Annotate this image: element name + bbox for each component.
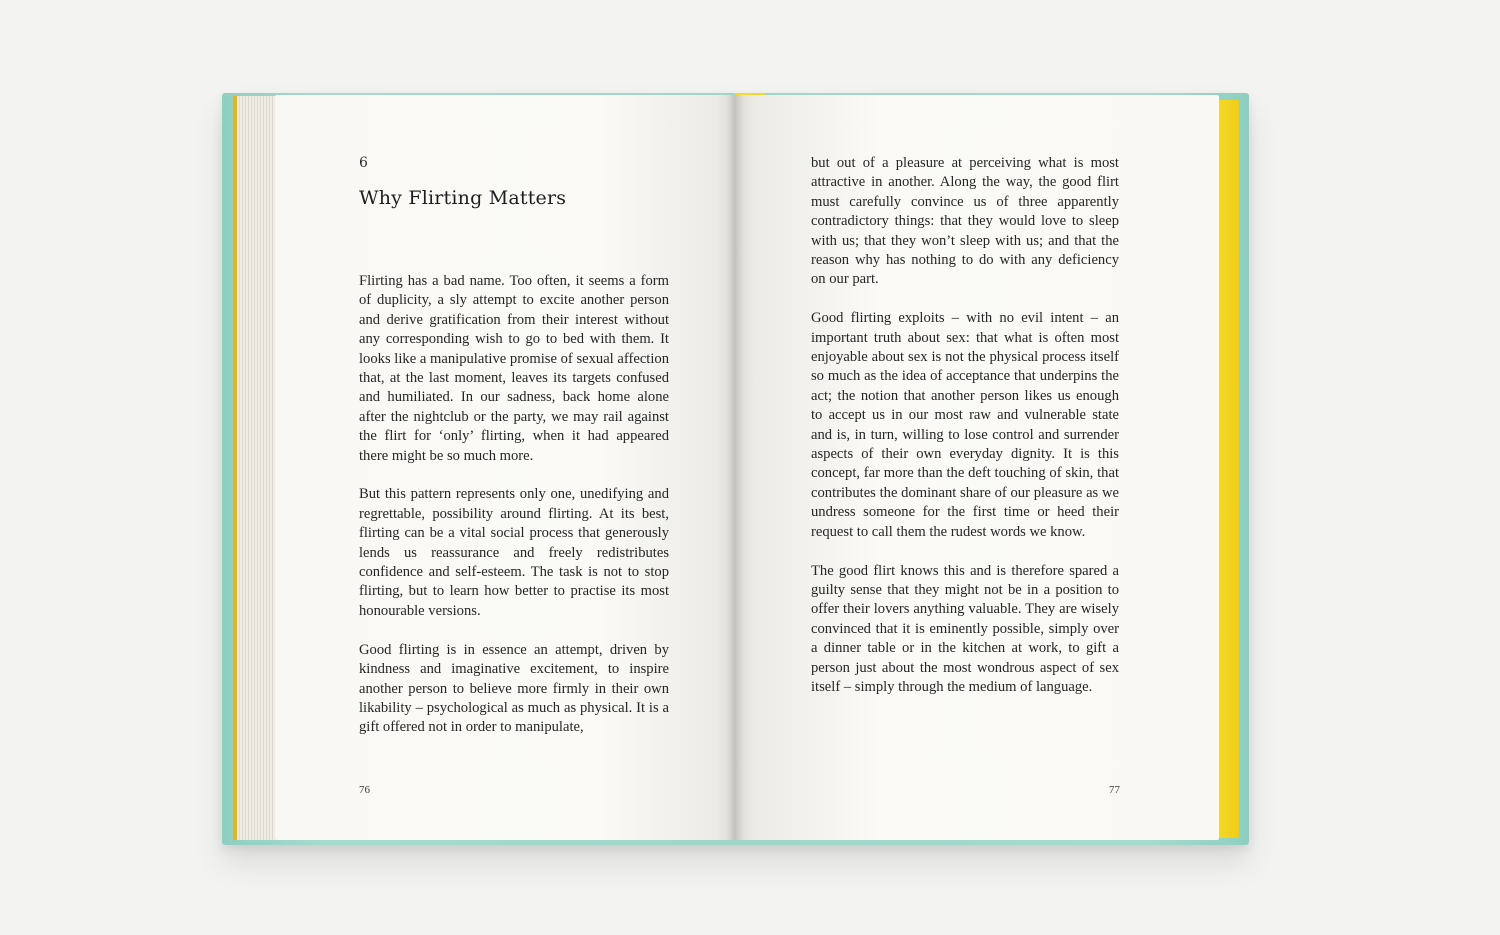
paragraph: The good flirt knows this and is therefore spared a guilty sense that they might not be in a position to offer their lovers anything valuable. They are wisely convinced that it is eminently possible, simply over a dinner table or in the kitchen at work, to gift a person just about the most wondrous aspect of sex itself – simply through the medium of language. (811, 562, 1119, 695)
paragraph: But this pattern represents only one, unedifying and regrettable, possibility around flirting. At its best, flirting can be a vital social process that generously lends us reassurance and freely redistributes confidence and self-esteem. The task is not to stop flirting, but to learn how better to practise its most honourable versions. (359, 486, 669, 619)
page-number-left: 76 (359, 784, 370, 796)
book-gutter (727, 95, 743, 840)
left-page-body (359, 272, 669, 757)
paragraph: but out of a pleasure at perceiving what is most attractive in another. Along the way, the good flirt must carefully convince us of three apparently contradictory things: that they would love to sleep with us; that they won’t sleep with us; and that the reason why has nothing to do with any deficiency on our part. (811, 155, 1119, 288)
page-edges-left (233, 96, 279, 840)
paragraph: Good flirting is in essence an attempt, driven by kindness and imaginative excitement, to inspire another person to believe more firmly in their own likability – psychological as much as physical. It is a gift offered not in order to manipulate, (359, 641, 669, 736)
right-page-body (811, 154, 1119, 717)
left-page (275, 95, 735, 840)
chapter-title: Why Flirting Matters (359, 187, 567, 209)
chapter-number: 6 (359, 155, 368, 171)
right-page (735, 95, 1219, 840)
page-number-right: 77 (1109, 784, 1120, 796)
paragraph: Good flirting exploits – with no evil intent – an important truth about sex: that what is often most enjoyable about sex is not the physical process itself so much as the idea of acceptance that underpins the act; the notion that another person likes us enough to accept us in our most raw and vulnerable state and is, in turn, willing to lose control and surrender aspects of their own everyday dignity. It is this concept, far more than the deft touching of skin, that contributes the dominant share of our pleasure as we undress someone for the first time or heed their request to call them the rudest words we know. (811, 310, 1119, 540)
paragraph: Flirting has a bad name. Too often, it seems a form of duplicity, a sly attempt to excite another person and derive gratification from their interest without any corresponding wish to go to bed with them. It looks like a manipulative promise of sexual affection that, at the last moment, leaves its targets confused and humiliated. In our sadness, back home alone after the nightclub or the party, we may rail against the flirt for ‘only’ flirting, when it had appeared there might be so much more. (359, 273, 669, 464)
